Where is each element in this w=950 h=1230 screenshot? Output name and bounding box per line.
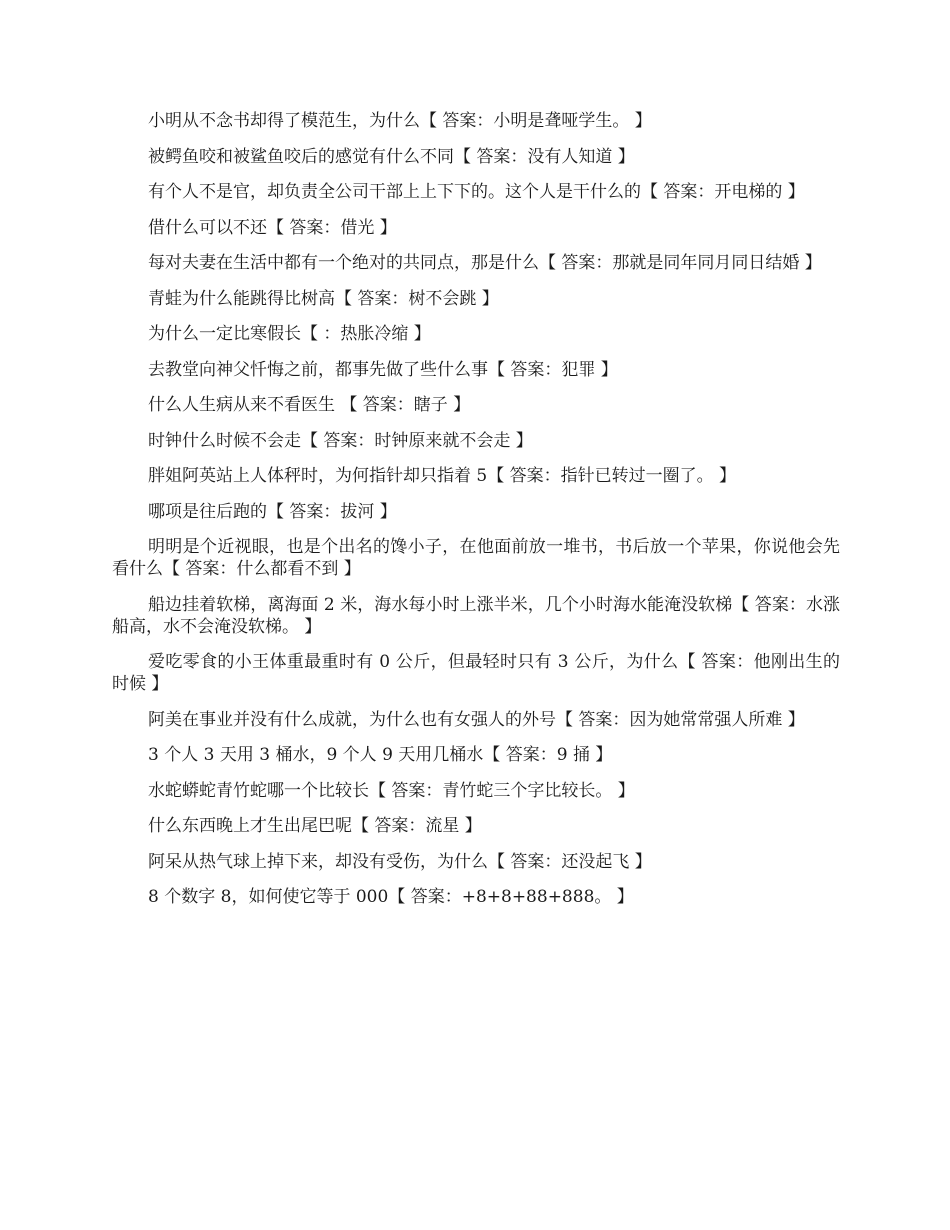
riddle-paragraph-13: 明明是个近视眼，也是个出名的馋小子，在他面前放一堆书，书后放一个苹果，你说他会先看什么【 答案：什么都看不到 】 [112,537,840,579]
riddle-paragraph-10: 时钟什么时候不会走【 答案：时钟原来就不会走 】 [148,430,533,451]
riddle-paragraph-12: 哪项是往后跑的【 答案：拔河 】 [148,501,397,522]
riddle-paragraph-11: 胖姐阿英站上人体秤时，为何指针却只指着 5【 答案：指针已转过一圈了。 】 [148,466,737,486]
riddle-paragraph-9: 什么人生病从来不看医生 【 答案：瞎子 】 [148,395,471,415]
document-body [112,110,840,922]
riddle-paragraph-3: 有个人不是官，却负责全公司干部上上下下的。这个人是干什么的【 答案：开电梯的 】 [148,182,805,202]
riddle-paragraph-1: 小明从不念书却得了模范生，为什么【 答案：小明是聋哑学生。 】 [148,111,652,131]
riddle-paragraph-21: 8 个数字 8，如何使它等于 000【 答案：+8+8+88+888。 】 [148,887,634,907]
riddle-paragraph-2: 被鳄鱼咬和被鲨鱼咬后的感觉有什么不同【 答案：没有人知道 】 [148,146,635,167]
riddle-paragraph-18: 水蛇蟒蛇青竹蛇哪一个比较长【 答案：青竹蛇三个字比较长。 】 [148,780,635,801]
riddle-paragraph-20: 阿呆从热气球上掉下来，却没有受伤，为什么【 答案：还没起飞 】 [148,851,652,872]
riddle-paragraph-5: 每对夫妻在生活中都有一个绝对的共同点，那是什么【 答案：那就是同年同月同日结婚 】 [148,253,822,273]
riddle-paragraph-8: 去教堂向神父忏悔之前，都事先做了些什么事【 答案：犯罪 】 [148,359,618,380]
riddle-paragraph-14: 船边挂着软梯，离海面 2 米，海水每小时上涨半米，几个小时海水能淹没软梯【 答案：水涨船高，水不会淹没软梯。 】 [112,594,840,637]
riddle-paragraph-4: 借什么可以不还【 答案：借光 】 [148,217,397,238]
riddle-paragraph-16: 阿美在事业并没有什么成就，为什么也有女强人的外号【 答案：因为她常常强人所难 】 [148,709,805,730]
riddle-paragraph-17: 3 个人 3 天用 3 桶水，9 个人 9 天用几桶水【 答案：9 捅 】 [148,745,613,765]
riddle-paragraph-15: 爱吃零食的小王体重最重时有 0 公斤，但最轻时只有 3 公斤，为什么【 答案：他刚出生的时候 】 [112,652,840,694]
riddle-paragraph-7: 为什么一定比寒假长【 ：热胀冷缩 】 [148,324,431,344]
riddle-paragraph-6: 青蛙为什么能跳得比树高【 答案：树不会跳 】 [148,288,499,309]
riddle-paragraph-19: 什么东西晚上才生出尾巴呢【 答案：流星 】 [148,816,482,836]
